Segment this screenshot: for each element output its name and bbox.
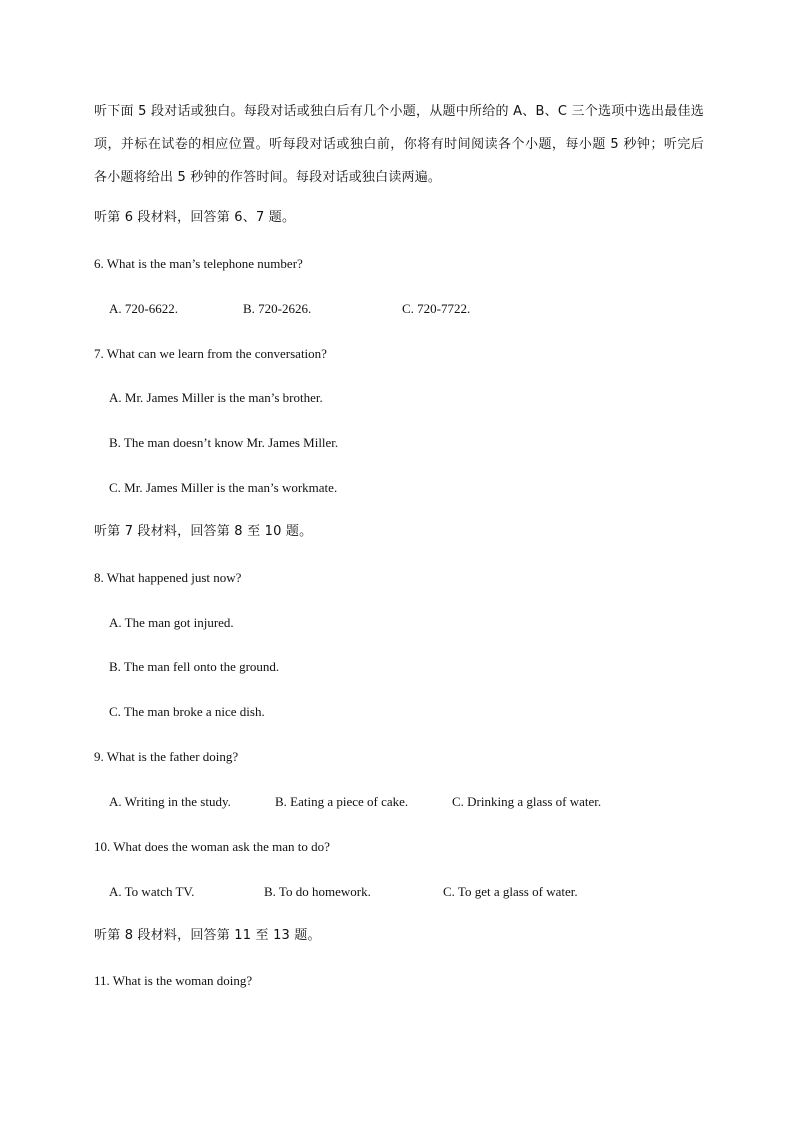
question-10-option-c: C. To get a glass of water. [443,884,578,899]
question-8-option-c: C. The man broke a nice dish. [109,704,265,719]
question-9-option-b: B. Eating a piece of cake. [275,794,409,809]
question-10-option-b: B. To do homework. [264,884,371,899]
question-6-option-b: B. 720-2626. [243,301,312,316]
question-8-option-a: A. The man got injured. [109,615,234,630]
section-heading-6: 听第 6 段材料，回答第 6、7 题。 [94,210,296,225]
question-6-option-c: C. 720-7722. [402,301,471,316]
section-heading-7: 听第 7 段材料，回答第 8 至 10 题。 [94,524,313,539]
instructions-paragraph: 听下面 5 段对话或独白。每段对话或独白后有几个小题，从题中所给的 A、B、C 三个选项中选出最佳选项，并标在试卷的相应位置。听每段对话或独白前，你将有时间阅读各个小题，每小题 5 秒钟；听完后各小题将给出 5 秒钟的作答时间。每段对话或独白读两遍。 [94,104,704,185]
question-8-stem: 8. What happened just now? [94,570,242,585]
question-7-option-b: B. The man doesn’t know Mr. James Miller. [109,435,339,450]
question-9-stem: 9. What is the father doing? [94,749,239,764]
question-8-option-b: B. The man fell onto the ground. [109,659,280,674]
question-9-option-a: A. Writing in the study. [109,794,231,809]
question-9-option-c: C. Drinking a glass of water. [452,794,602,809]
question-11-stem: 11. What is the woman doing? [94,973,253,988]
question-6-option-a: A. 720-6622. [109,301,178,316]
question-7-option-a: A. Mr. James Miller is the man’s brother. [109,390,323,405]
section-heading-8: 听第 8 段材料，回答第 11 至 13 题。 [94,928,321,943]
question-7-option-c: C. Mr. James Miller is the man’s workmate. [109,480,338,495]
question-10-stem: 10. What does the woman ask the man to do? [94,839,330,854]
question-10-option-a: A. To watch TV. [109,884,195,899]
question-6-stem: 6. What is the man’s telephone number? [94,256,303,271]
question-7-stem: 7. What can we learn from the conversation? [94,346,327,361]
